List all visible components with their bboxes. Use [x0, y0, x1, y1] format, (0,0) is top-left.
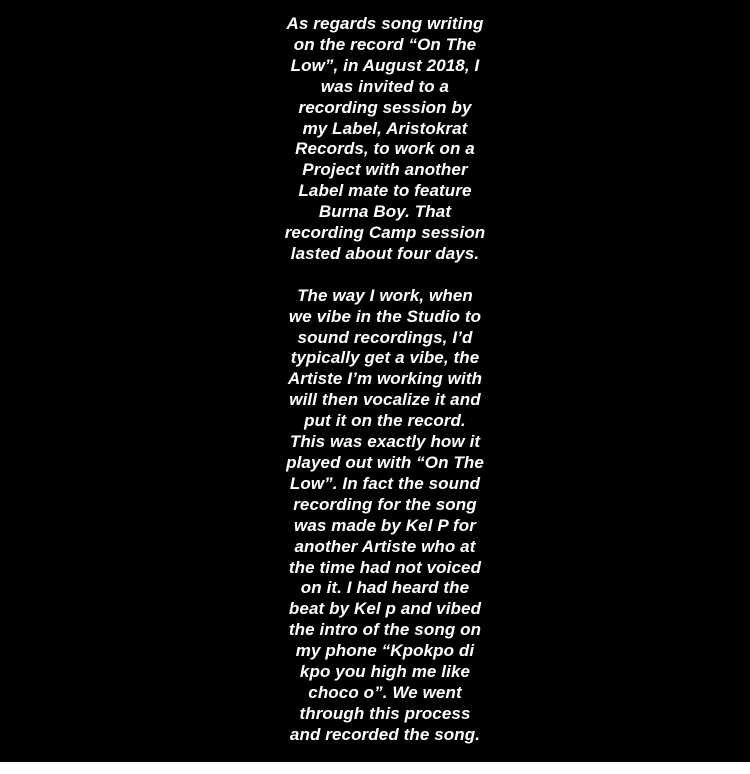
text-line: The way I work, when — [297, 285, 473, 305]
story-text — [220, 14, 550, 746]
text-line: was invited to a — [320, 76, 450, 96]
text-line: Burna Boy. That — [318, 202, 452, 222]
text-line: the time had not voiced — [288, 557, 482, 577]
text-line: Low”, in August 2018, I — [290, 55, 480, 75]
text-line: As regards song writing — [286, 14, 484, 33]
text-line: the intro of the song on — [288, 620, 482, 640]
text-line: typically get a vibe, the — [290, 348, 480, 368]
text-line: another Artiste who at — [294, 536, 476, 556]
text-line: was made by Kel P for — [294, 515, 476, 535]
text-line: and recorded the song. — [289, 724, 481, 744]
text-line: This was exactly how it — [289, 432, 481, 452]
text-line: lasted about four days. — [290, 243, 480, 263]
text-line: put it on the record. — [304, 411, 466, 431]
text-line: recording Camp session — [284, 223, 486, 243]
text-line: Artiste I’m working with — [287, 369, 483, 389]
text-line: Project with another — [302, 160, 468, 180]
text-line: on the record “On The — [293, 34, 477, 54]
text-line: recording session by — [298, 97, 472, 117]
text-line: kpo you high me like — [299, 662, 471, 682]
text-line: played out with “On The — [286, 453, 484, 473]
text-line: Records, to work on a — [295, 139, 475, 159]
text-line: through this process — [299, 703, 471, 723]
bottom-border — [0, 762, 750, 774]
text-line: beat by Kel p and vibed — [288, 599, 482, 619]
text-line: choco o”. We went — [308, 682, 462, 702]
text-line: sound recordings, I’d — [297, 327, 473, 347]
text-line: my phone “Kpokpo di — [295, 641, 475, 661]
text-line: my Label, Aristokrat — [302, 118, 468, 138]
paragraph-1 — [220, 14, 550, 265]
paragraph-2 — [220, 286, 550, 746]
text-line: we vibe in the Studio to — [288, 306, 482, 326]
text-line: Label mate to feature — [298, 181, 472, 201]
text-line: Low”. In fact the sound — [289, 473, 481, 493]
text-line: recording for the song — [293, 494, 477, 514]
paragraph-gap — [220, 265, 550, 286]
text-line: will then vocalize it and — [289, 390, 481, 410]
text-line: on it. I had heard the — [300, 578, 470, 598]
